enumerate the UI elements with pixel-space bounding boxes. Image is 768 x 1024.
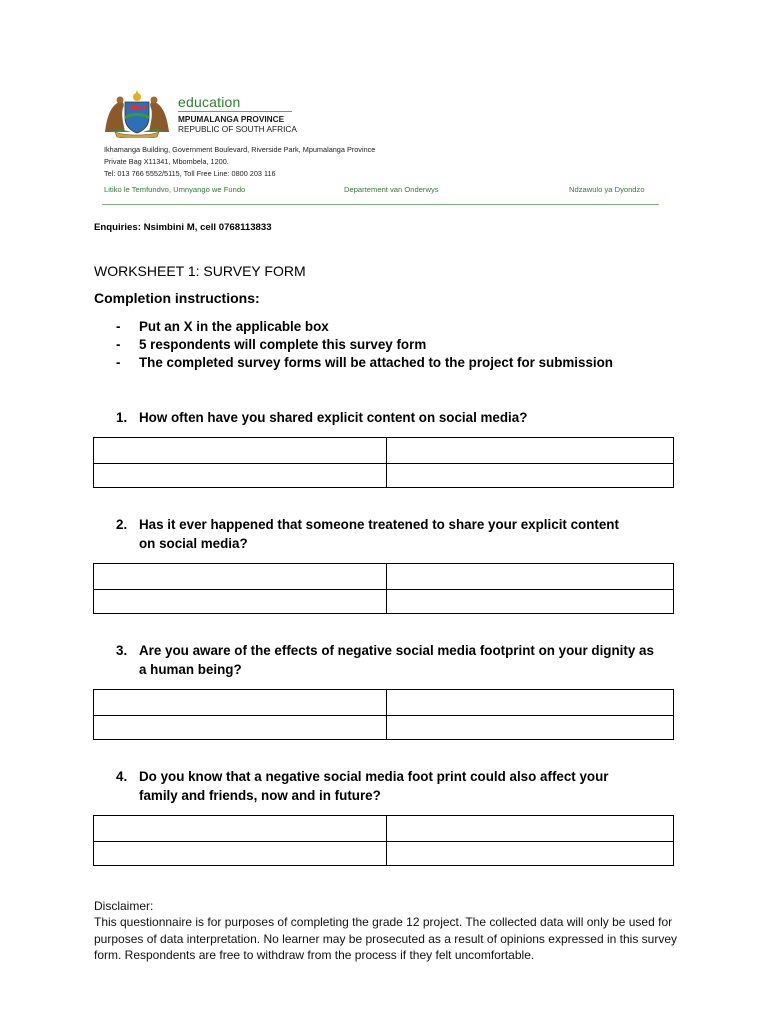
letterhead-divider	[102, 204, 659, 205]
question-number: 1.	[116, 410, 128, 425]
answer-box[interactable]	[94, 464, 386, 487]
question-number: 4.	[116, 769, 128, 784]
language-name: Departement van Onderwys	[344, 185, 439, 194]
language-name: Litiko le Temfundvo, Umnyango we Fundo	[104, 185, 246, 194]
answer-box[interactable]	[387, 690, 673, 715]
answer-box[interactable]	[94, 438, 386, 463]
answer-box[interactable]	[387, 464, 673, 487]
answer-box[interactable]	[94, 590, 386, 613]
answer-box[interactable]	[387, 816, 673, 841]
address-line: Private Bag X11341, Mbombela, 1200.	[104, 157, 229, 166]
language-name: Ndzawulo ya Dyondzo	[569, 185, 645, 194]
answer-box[interactable]	[94, 842, 386, 865]
disclaimer-text: This questionnaire is for purposes of completing the grade 12 project. The collected data will only be used for purposes of data interpretation. No learner may be prosecuted as a result of opinions expressed in this survey form. Respondents are free to withdraw from the process if they felt uncomfortable.	[94, 915, 677, 963]
answer-box[interactable]	[94, 816, 386, 841]
list-item: - Put an X in the applicable box	[116, 319, 329, 334]
answer-box[interactable]	[387, 438, 673, 463]
instructions-list	[116, 318, 636, 372]
list-item: - The completed survey forms will be attached to the project for submission	[116, 355, 613, 370]
instructions-heading: Completion instructions:	[94, 290, 260, 306]
question-number: 2.	[116, 517, 128, 532]
answer-box[interactable]	[94, 716, 386, 739]
disclaimer	[94, 898, 684, 964]
answer-table-3	[93, 689, 674, 740]
answer-box[interactable]	[387, 716, 673, 739]
question-text: Are you aware of the effects of negative social media footprint on your dignity as a human being?	[139, 643, 654, 677]
question-number: 3.	[116, 643, 128, 658]
department-underline	[178, 111, 292, 112]
question-text: How often have you shared explicit content on social media?	[139, 410, 528, 425]
worksheet-title: WORKSHEET 1: SURVEY FORM	[94, 263, 306, 279]
question-text: Do you know that a negative social media foot print could also affect your family and friends, now and in future?	[139, 769, 609, 803]
address-line: Ikhamanga Building, Government Boulevard, Riverside Park, Mpumalanga Province	[104, 145, 376, 154]
question-1	[116, 409, 676, 428]
letterhead	[94, 86, 674, 210]
list-item: - 5 respondents will complete this survey form	[116, 337, 427, 352]
disclaimer-heading: Disclaimer:	[94, 899, 154, 913]
question-2	[116, 516, 676, 553]
answer-table-1	[93, 437, 674, 488]
province-name: MPUMALANGA PROVINCE	[178, 114, 285, 124]
republic-name: REPUBLIC OF SOUTH AFRICA	[178, 124, 297, 134]
answer-box[interactable]	[387, 590, 673, 613]
address-block	[104, 144, 375, 180]
answer-box[interactable]	[387, 842, 673, 865]
answer-table-4	[93, 815, 674, 866]
question-4	[116, 768, 676, 805]
coat-of-arms-icon	[101, 86, 173, 138]
address-line: Tel: 013 766 5552/5115, Toll Free Line: 0800 203 116	[104, 169, 276, 178]
organisation-block	[178, 94, 297, 134]
answer-box[interactable]	[94, 690, 386, 715]
answer-table-2	[93, 563, 674, 614]
answer-box[interactable]	[94, 564, 386, 589]
question-text: Has it ever happened that someone treatened to share your explicit content on social media?	[139, 517, 619, 551]
department-name: education	[178, 94, 241, 110]
question-3	[116, 642, 676, 679]
enquiries-line: Enquiries: Nsimbini M, cell 0768113833	[94, 222, 272, 233]
answer-box[interactable]	[387, 564, 673, 589]
